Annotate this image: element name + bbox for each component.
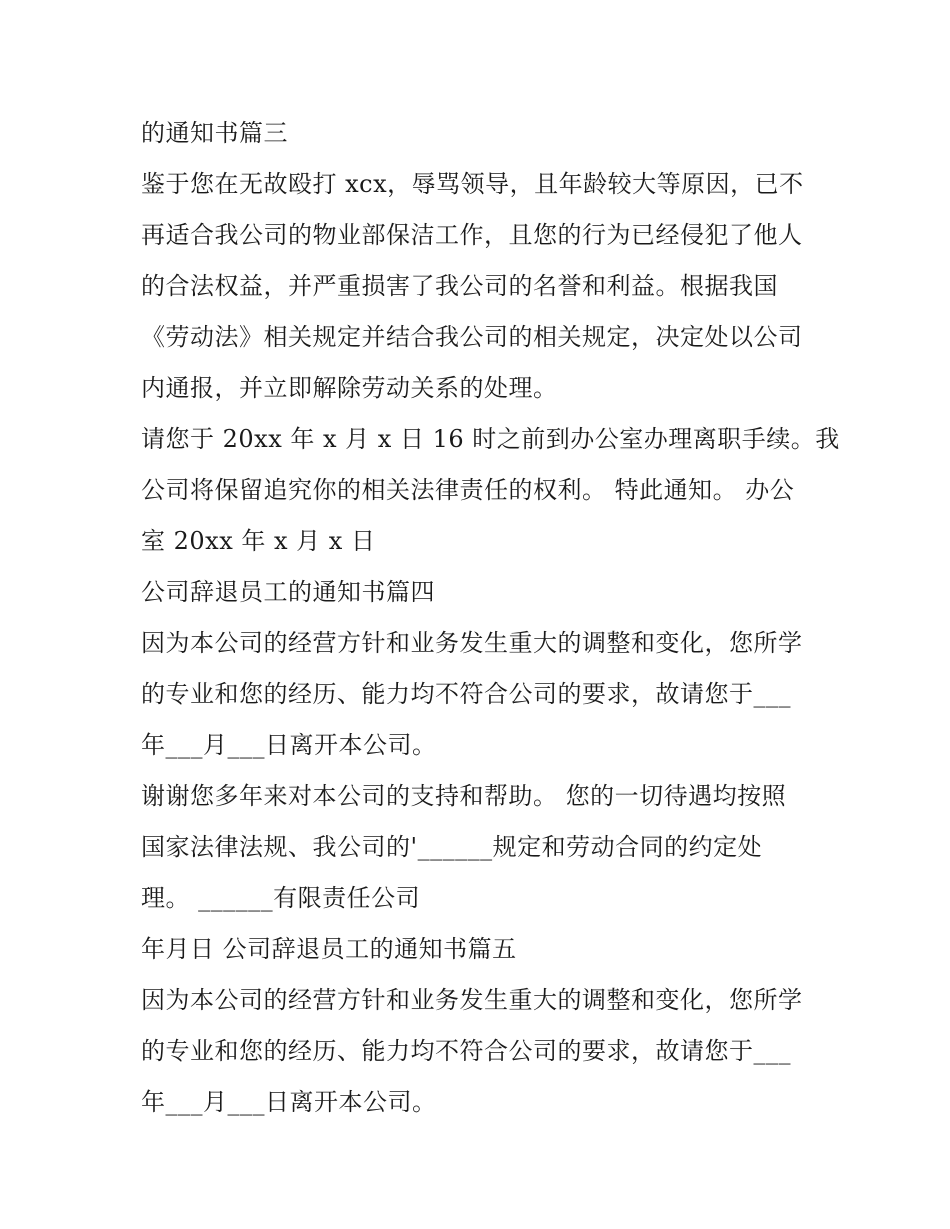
text-line: 的专业和您的经历、能力均不符合公司的要求，故请您于___ — [141, 1037, 791, 1065]
text-line: 鉴于您在无故殴打 xcx，辱骂领导，且年龄较大等原因，已不 — [141, 170, 804, 198]
text-line: 的合法权益，并严重损害了我公司的名誉和利益。根据我国 — [141, 272, 778, 300]
section-heading-3-tail: 的通知书篇三 — [141, 119, 288, 147]
text-line: 室 20xx 年 x 月 x 日 — [141, 527, 376, 555]
text-line: 公司将保留追究你的相关法律责任的权利。 特此通知。 办公 — [141, 476, 795, 504]
text-line: 年___月___日离开本公司。 — [141, 1088, 437, 1116]
text-line: 请您于 20xx 年 x 月 x 日 16 时之前到办公室办理离职手续。我 — [141, 425, 840, 453]
text-line: 的专业和您的经历、能力均不符合公司的要求，故请您于___ — [141, 680, 791, 708]
text-line: 因为本公司的经营方针和业务发生重大的调整和变化，您所学 — [141, 629, 803, 657]
section-heading-4: 公司辞退员工的通知书篇四 — [141, 578, 435, 606]
text-line: 再适合我公司的物业部保洁工作，且您的行为已经侵犯了他人 — [141, 221, 803, 249]
text-line: 谢谢您多年来对本公司的支持和帮助。 您的一切待遇均按照 — [141, 782, 787, 810]
section-heading-5: 年月日 公司辞退员工的通知书篇五 — [141, 935, 517, 963]
document-body — [141, 108, 840, 1128]
text-line: 因为本公司的经营方针和业务发生重大的调整和变化，您所学 — [141, 986, 803, 1014]
text-line: 年___月___日离开本公司。 — [141, 731, 437, 759]
text-line: 《劳动法》相关规定并结合我公司的相关规定，决定处以公司 — [141, 323, 803, 351]
text-line: 内通报，并立即解除劳动关系的处理。 — [141, 374, 558, 402]
text-line: 国家法律法规、我公司的'______规定和劳动合同的约定处 — [141, 833, 763, 861]
text-line: 理。 ______有限责任公司 — [141, 884, 421, 912]
